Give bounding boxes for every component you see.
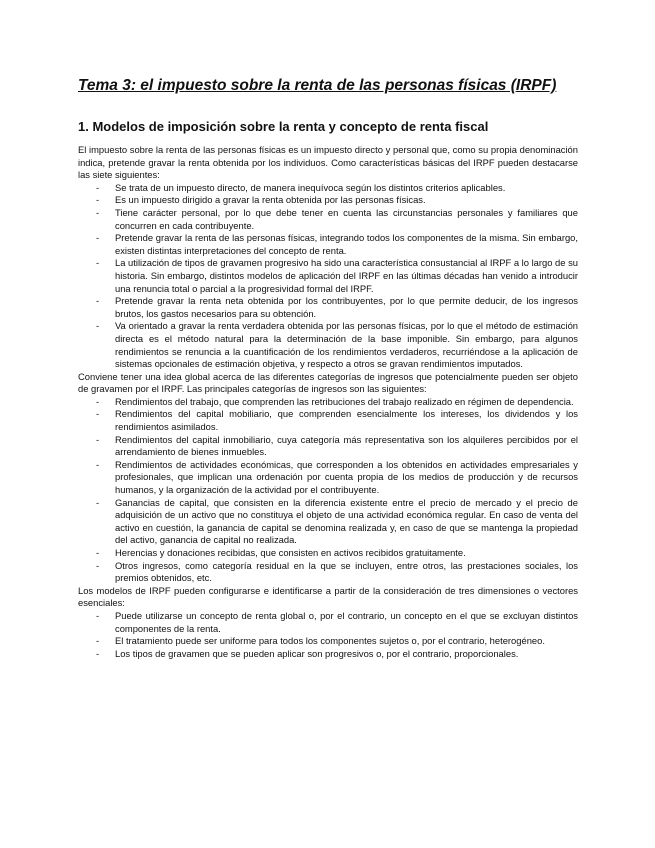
categories-intro-paragraph: Conviene tener una idea global acerca de las diferentes categorías de ingresos que potencialmente pueden ser objeto de gravamen por el IRPF. Las principales categorías de ingresos son las siguientes: [78,370,578,395]
bullet-marker: - [96,295,100,307]
bullet-marker: - [96,395,100,407]
dimensions-list [78,610,578,660]
list-item: - Rendimientos del trabajo, que comprenden las retribuciones del trabajo realizado en régimen de dependencia. [96,395,574,407]
bullet-marker: - [96,635,100,647]
document-page [78,76,578,660]
list-item: - Pretende gravar la renta de las personas físicas, integrando todos los componentes de la misma. Sin embargo, existen distintas interpretaciones del concepto de renta. [96,232,578,256]
list-item: - Rendimientos del capital mobiliario, que comprenden esencialmente los intereses, los dividendos y los rendimientos asimilados. [96,408,578,433]
intro-paragraph: El impuesto sobre la renta de las personas físicas es un impuesto directo y personal que, como su propia denominación indica, pretende gravar la renta obtenida por los individuos. Como características básicas del IRPF pueden destacarse las siete siguientes: [78,144,578,181]
bullet-marker: - [96,320,100,332]
bullet-marker: - [96,408,100,420]
list-item: - Puede utilizarse un concepto de renta global o, por el contrario, un concepto en el que se excluyan distintos componentes de la renta. [96,609,578,634]
bullet-marker: - [96,496,100,508]
bullet-marker: - [96,609,100,621]
categories-list [78,396,578,585]
list-item: - Otros ingresos, como categoría residual en la que se incluyen, entre otros, las prestaciones sociales, los premios obtenidos, etc. [96,559,578,584]
bullet-marker: - [96,206,100,218]
bullet-marker: - [96,181,100,193]
bullet-marker: - [96,458,100,470]
bullet-marker: - [96,559,100,571]
list-item: - Ganancias de capital, que consisten en la diferencia existente entre el precio de mercado y el precio de adquisición de un activo que no constituya el objeto de una actividad económica regular. En caso de venta del activo en cuestión, la ganancia de capital se denomina realizada y, en caso de que se mantenga la propiedad del activo, ganancia de capital no realizada. [96,496,578,546]
list-item: - Los tipos de gravamen que se pueden aplicar son progresivos o, por el contrario, proporcionales. [96,647,519,659]
document-title: Tema 3: el impuesto sobre la renta de las personas físicas (IRPF) [78,77,557,94]
list-item: - Es un impuesto dirigido a gravar la renta obtenida por las personas físicas. [96,194,426,206]
bullet-marker: - [96,433,100,445]
bullet-marker: - [96,547,100,558]
list-item: - La utilización de tipos de gravamen progresivo ha sido una característica consustancial al IRPF a lo largo de su historia. Sin embargo, distintos modelos de aplicación del IRPF en las últimas décadas han venido a introducir una renuncia total o parcial a la progresividad formal del IRPF. [96,257,578,294]
list-item: - Va orientado a gravar la renta verdadera obtenida por las personas físicas, por lo que el método de estimación directa es el método natural para la determinación de la base imponible. Sin embargo, para algunos rendimientos se renuncia a la cuantificación de los rendimientos verdaderos, recurriéndose a la aplicación de sistemas opcionales de estimación objetiva, y respecto a otros se gravan rendimientos imputados. [96,320,578,370]
list-item: - Se trata de un impuesto directo, de manera inequívoca según los distintos criterios aplicables. [96,181,506,193]
bullet-marker: - [96,647,100,659]
section-heading: 1. Modelos de imposición sobre la renta y concepto de renta fiscal [78,119,489,134]
characteristics-list [78,182,578,371]
models-intro-paragraph: Los modelos de IRPF pueden configurarse e identificarse a partir de la consideración de tres dimensiones o vectores esenciales: [78,584,578,609]
list-item: - Pretende gravar la renta neta obtenida por los contribuyentes, por lo que permite deducir, de los ingresos brutos, los gastos necesarios para su obtención. [96,295,578,319]
bullet-marker: - [96,232,100,244]
list-item: - Rendimientos de actividades económicas, que corresponden a los obtenidos en actividades empresariales y profesionales, que implican una ordenación por cuenta propia de los medios de producción y de recursos humanos, y la organización de la actividad por el contribuyente. [96,458,578,496]
list-item: - Tiene carácter personal, por lo que debe tener en cuenta las circunstancias personales y familiares que concurren en cada contribuyente. [96,206,578,231]
bullet-marker: - [96,194,100,206]
list-item: - El tratamiento puede ser uniforme para todos los componentes sujetos o, por el contrario, heterogéneo. [96,635,545,647]
list-item: - Rendimientos del capital inmobiliario, cuya categoría más representativa son los alquileres percibidos por el arrendamiento de bienes inmuebles. [96,433,578,458]
list-item: - Herencias y donaciones recibidas, que consisten en activos recibidos gratuitamente. [96,547,466,558]
bullet-marker: - [96,257,100,269]
